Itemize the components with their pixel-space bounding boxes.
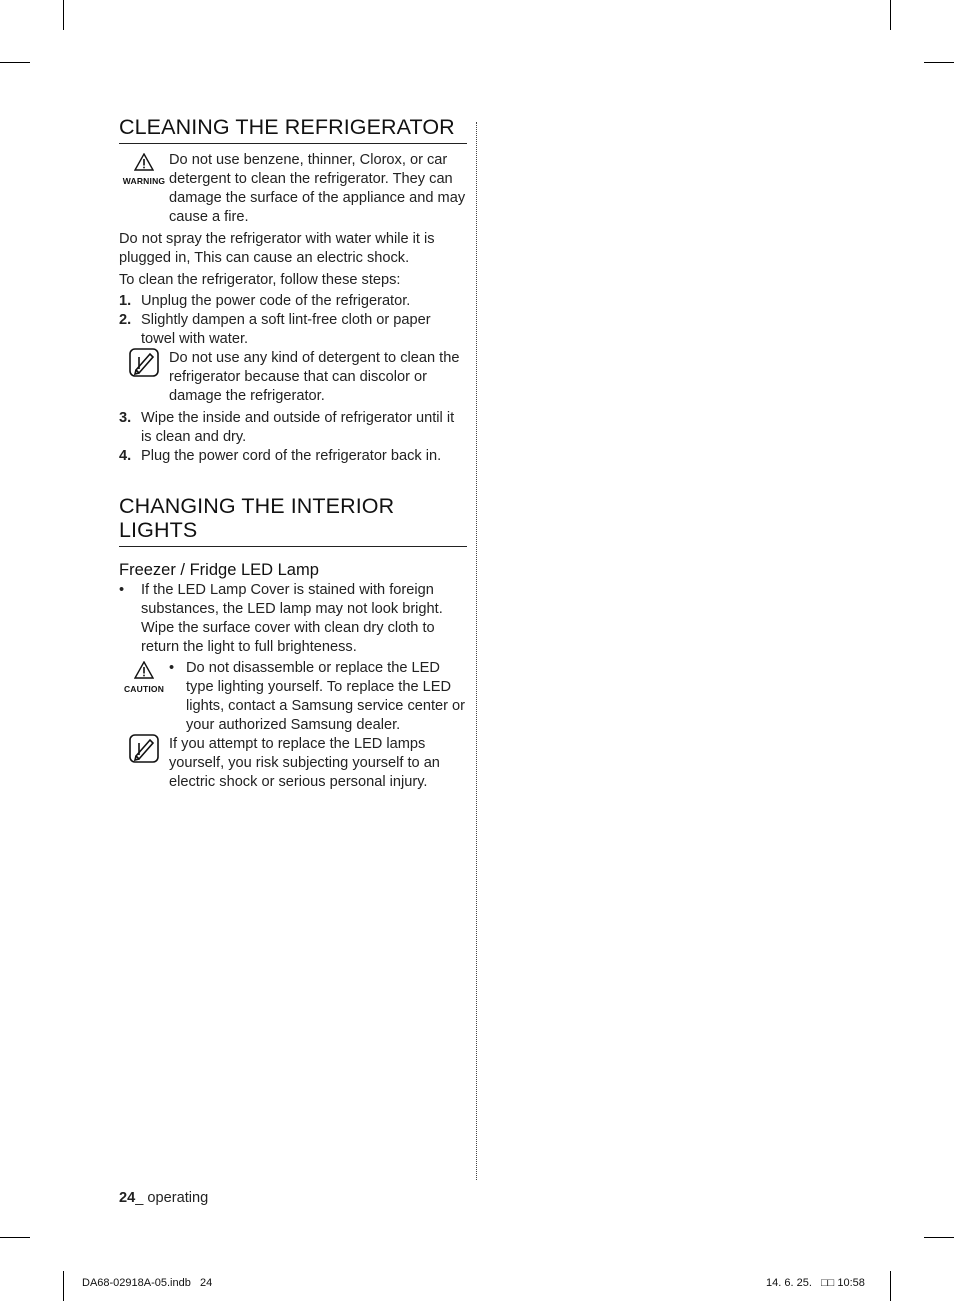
- date-slug: 14. 6. 25. □□ 10:58: [766, 1277, 865, 1289]
- caution-notice: [119, 659, 467, 735]
- file-slug: DA68-02918A-05.indb 24: [82, 1277, 213, 1289]
- crop-mark: [0, 1237, 30, 1238]
- step-number: 2.: [119, 311, 132, 328]
- note-icon-block: [119, 348, 169, 377]
- crop-mark: [924, 1237, 954, 1238]
- caution-text: Do not disassemble or replace the LED type lighting yourself. To replace the LED lights, contact a Samsung service center or your authorized Samsung dealer.: [186, 659, 466, 733]
- crop-mark: [63, 0, 64, 30]
- subsection-title: Freezer / Fridge LED Lamp: [119, 561, 319, 580]
- step-number: 3.: [119, 409, 132, 426]
- step-item: [119, 447, 467, 466]
- paragraph: To clean the refrigerator, follow these steps:: [119, 271, 401, 288]
- step-item: [119, 311, 467, 349]
- note-text: If you attempt to replace the LED lamps yourself, you risk subjecting yourself to an electric shock or serious personal injury.: [169, 735, 440, 790]
- caution-icon-block: [119, 661, 169, 699]
- step-text: Slightly dampen a soft lint-free cloth or paper towel with water.: [141, 311, 431, 347]
- caution-label: CAUTION: [123, 683, 165, 694]
- step-number: 1.: [119, 292, 132, 309]
- bullet-dot: •: [119, 581, 125, 598]
- note-pencil-icon: [129, 734, 159, 763]
- step-item: [119, 292, 467, 311]
- step-text: Unplug the power code of the refrigerator.: [141, 292, 411, 309]
- note-pencil-icon: [129, 348, 159, 377]
- caution-bullet: [169, 659, 467, 735]
- note-notice: [119, 735, 467, 792]
- step-text: Wipe the inside and outside of refrigerator until it is clean and dry.: [141, 409, 455, 445]
- note-text: Do not use any kind of detergent to clean the refrigerator because that can discolor or damage the refrigerator.: [169, 349, 460, 404]
- paragraph: Do not spray the refrigerator with water while it is plugged in, This can cause an electric shock.: [119, 230, 435, 266]
- caution-triangle-icon: [134, 661, 154, 679]
- section-name: _ operating: [135, 1190, 209, 1206]
- step-number: 4.: [119, 447, 132, 464]
- warning-triangle-icon: [134, 153, 154, 171]
- warning-text: Do not use benzene, thinner, Clorox, or car detergent to clean the refrigerator. They can damage the surface of the appliance and may cause a fire.: [169, 151, 466, 225]
- section-title-lights: CHANGING THE INTERIOR LIGHTS: [119, 494, 467, 547]
- step-item: [119, 409, 467, 447]
- column-divider: [476, 122, 477, 1180]
- page-footer: [119, 1190, 208, 1206]
- step-text: Plug the power cord of the refrigerator back in.: [141, 447, 442, 464]
- page-number: 24: [119, 1190, 136, 1206]
- section-title-cleaning: CLEANING THE REFRIGERATOR: [119, 115, 467, 144]
- warning-icon-block: [119, 153, 169, 191]
- bullet-text: If the LED Lamp Cover is stained with foreign substances, the LED lamp may not look bright. Wipe the surface cover with clean dry cloth to return the light to full brighteness.: [141, 581, 443, 655]
- crop-mark: [63, 1271, 64, 1301]
- left-column: [119, 115, 467, 792]
- crop-mark: [890, 1271, 891, 1301]
- note-notice: [119, 349, 467, 406]
- bullet-dot: •: [169, 659, 175, 676]
- crop-mark: [0, 62, 30, 63]
- crop-mark: [890, 0, 891, 30]
- warning-label: WARNING: [122, 175, 166, 186]
- note-icon-block: [119, 734, 169, 763]
- warning-notice: [119, 151, 467, 227]
- bullet-item: [119, 581, 467, 657]
- crop-mark: [924, 62, 954, 63]
